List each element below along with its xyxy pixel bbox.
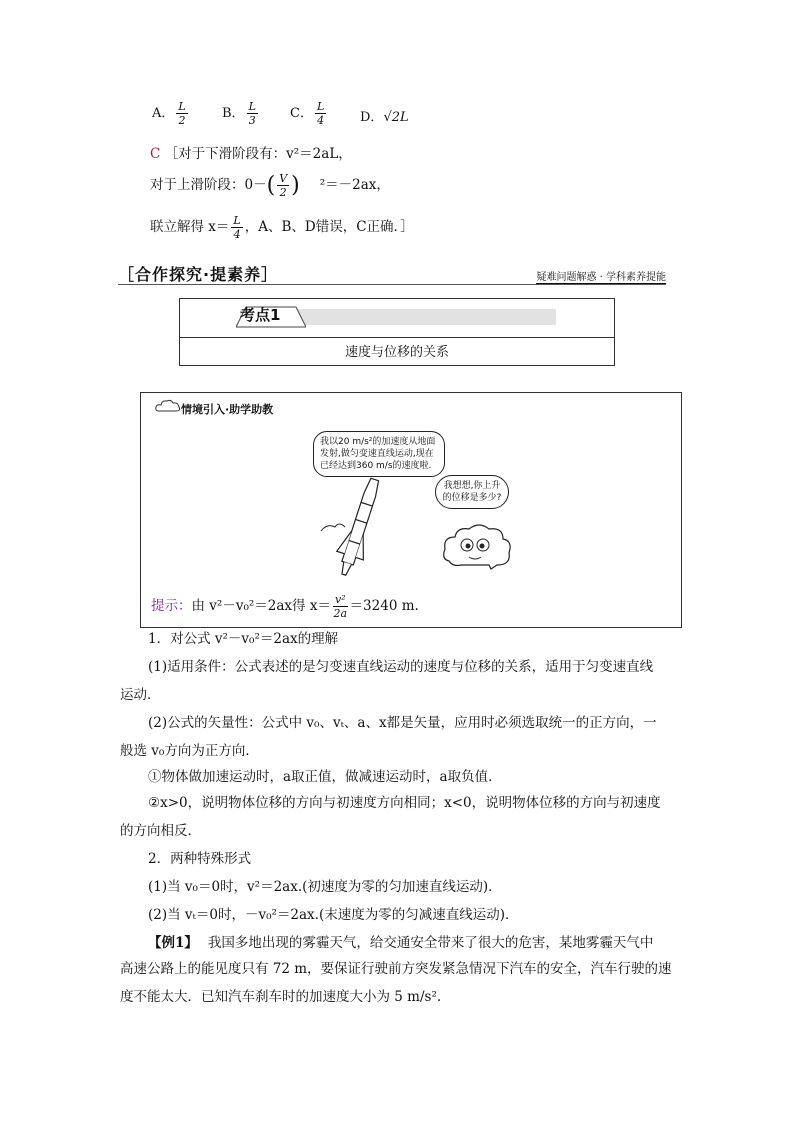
numerator: v² bbox=[334, 593, 346, 606]
option-b bbox=[222, 100, 260, 127]
paragraph: ①物体做加速运动时，a取正值，做减速运动时，a取负值． bbox=[148, 769, 502, 785]
cloud-icon bbox=[155, 399, 181, 413]
example-text: 我国多地出现的雾霾天气，给交通安全带来了很大的危害，某地雾霾天气中 bbox=[207, 935, 654, 951]
fraction bbox=[277, 172, 289, 199]
kaodian-subtitle: 速度与位移的关系 bbox=[344, 345, 449, 360]
option-label: B． bbox=[222, 106, 245, 121]
numerator: L bbox=[316, 100, 325, 113]
solution-line2: 对于上滑阶段：0－( $\frac{V}{2}$ ) ²＝－2ax， bbox=[150, 172, 390, 199]
option-label: D． bbox=[360, 110, 384, 125]
paragraph: (1)适用条件：公式表述的是匀变速直线运动的速度与位移的关系，适用于匀变速直线 bbox=[148, 659, 654, 675]
solution-text: ²＝－2ax， bbox=[319, 177, 390, 193]
numerator: V bbox=[279, 172, 288, 185]
paragraph: 般选 v₀方向为正方向． bbox=[120, 743, 259, 759]
option-label: C． bbox=[290, 106, 313, 121]
paragraph: 运动． bbox=[120, 687, 161, 703]
paragraph: (2)公式的矢量性：公式中 v₀、vₜ、a、x都是矢量，应用时必须选取统一的正方向，一 bbox=[148, 715, 657, 731]
denominator: 2 bbox=[178, 114, 186, 127]
option-a bbox=[152, 100, 190, 127]
section-title: ［合作探究·提素养］ bbox=[118, 265, 279, 284]
denominator: 3 bbox=[248, 114, 256, 127]
speech-bubble-cloud: 我想想,你上升的位移是多少? bbox=[435, 475, 509, 509]
hint-label: 提示： bbox=[151, 598, 192, 614]
answer-letter: C bbox=[150, 146, 161, 162]
denominator: 2a bbox=[333, 607, 348, 620]
fraction bbox=[315, 100, 326, 127]
paragraph: (1)当 v₀＝0时，v²＝2ax.(初速度为零的匀加速直线运动)． bbox=[148, 879, 502, 895]
solution-line1 bbox=[150, 142, 352, 162]
numerator: L bbox=[178, 100, 186, 113]
fraction bbox=[231, 214, 242, 241]
paragraph: 的方向相反． bbox=[120, 823, 201, 839]
example-label: 【例1】 bbox=[148, 935, 198, 951]
kaodian-box bbox=[179, 298, 615, 366]
speech-bubble-rocket: 我以20 m/s²的加速度从地面发射,做匀变速直线运动,现在已经达到360 m/s的速度啦. bbox=[313, 431, 445, 477]
scenario-header: 情境引入·助学助教 bbox=[181, 403, 274, 416]
solution-text: 对于上滑阶段：0－ bbox=[150, 177, 267, 193]
scenario-box bbox=[140, 392, 682, 628]
solution-line3 bbox=[150, 214, 414, 241]
solution-text: 联立解得 x＝ bbox=[150, 219, 230, 235]
section-header bbox=[118, 262, 666, 285]
denominator: 4 bbox=[317, 114, 325, 127]
kaodian-top bbox=[180, 299, 614, 338]
kaodian-label: 考点1 bbox=[240, 306, 281, 324]
hint-text: 由 v²－v₀²＝2ax得 x＝ bbox=[191, 598, 331, 614]
option-label: A． bbox=[152, 106, 175, 121]
paragraph: ②x>0，说明物体位移的方向与初速度方向相同；x<0，说明物体位移的方向与初速度 bbox=[148, 795, 661, 811]
hint-line bbox=[151, 593, 419, 620]
paragraph: 2．两种特殊形式 bbox=[148, 851, 252, 867]
example-text: 高速公路上的能见度只有 72 m，要保证行驶前方突发紧急情况下汽车的安全，汽车行驶的速 bbox=[120, 961, 672, 977]
example-line1 bbox=[148, 932, 708, 954]
rocket-illustration bbox=[319, 473, 399, 583]
denominator: 2 bbox=[279, 186, 287, 199]
numerator: L bbox=[233, 214, 241, 227]
paragraph: 1．对公式 v²－v₀²＝2ax的理解 bbox=[148, 631, 339, 647]
solution-text: ［对于下滑阶段有：v²＝2aL， bbox=[164, 146, 352, 162]
section-subtitle: 疑难问题解惑 · 学科素养提能 bbox=[536, 268, 666, 284]
option-d bbox=[360, 106, 409, 125]
solution-text: ，A、B、D错误，C正确．］ bbox=[244, 219, 414, 235]
hint-text: ＝3240 m. bbox=[349, 598, 419, 614]
cloud-character bbox=[441, 521, 515, 573]
paragraph: (2)当 vₜ＝0时，－v₀²＝2ax.(末速度为零的匀减速直线运动)． bbox=[148, 907, 519, 923]
option-text: √2L bbox=[383, 110, 409, 125]
fraction bbox=[247, 100, 258, 127]
numerator: L bbox=[248, 100, 256, 113]
option-c bbox=[290, 100, 328, 127]
fraction bbox=[333, 593, 348, 620]
example-text: 度不能太大．已知汽车刹车时的加速度大小为 5 m/s². bbox=[120, 989, 442, 1005]
fraction bbox=[176, 100, 187, 127]
denominator: 4 bbox=[233, 228, 241, 241]
